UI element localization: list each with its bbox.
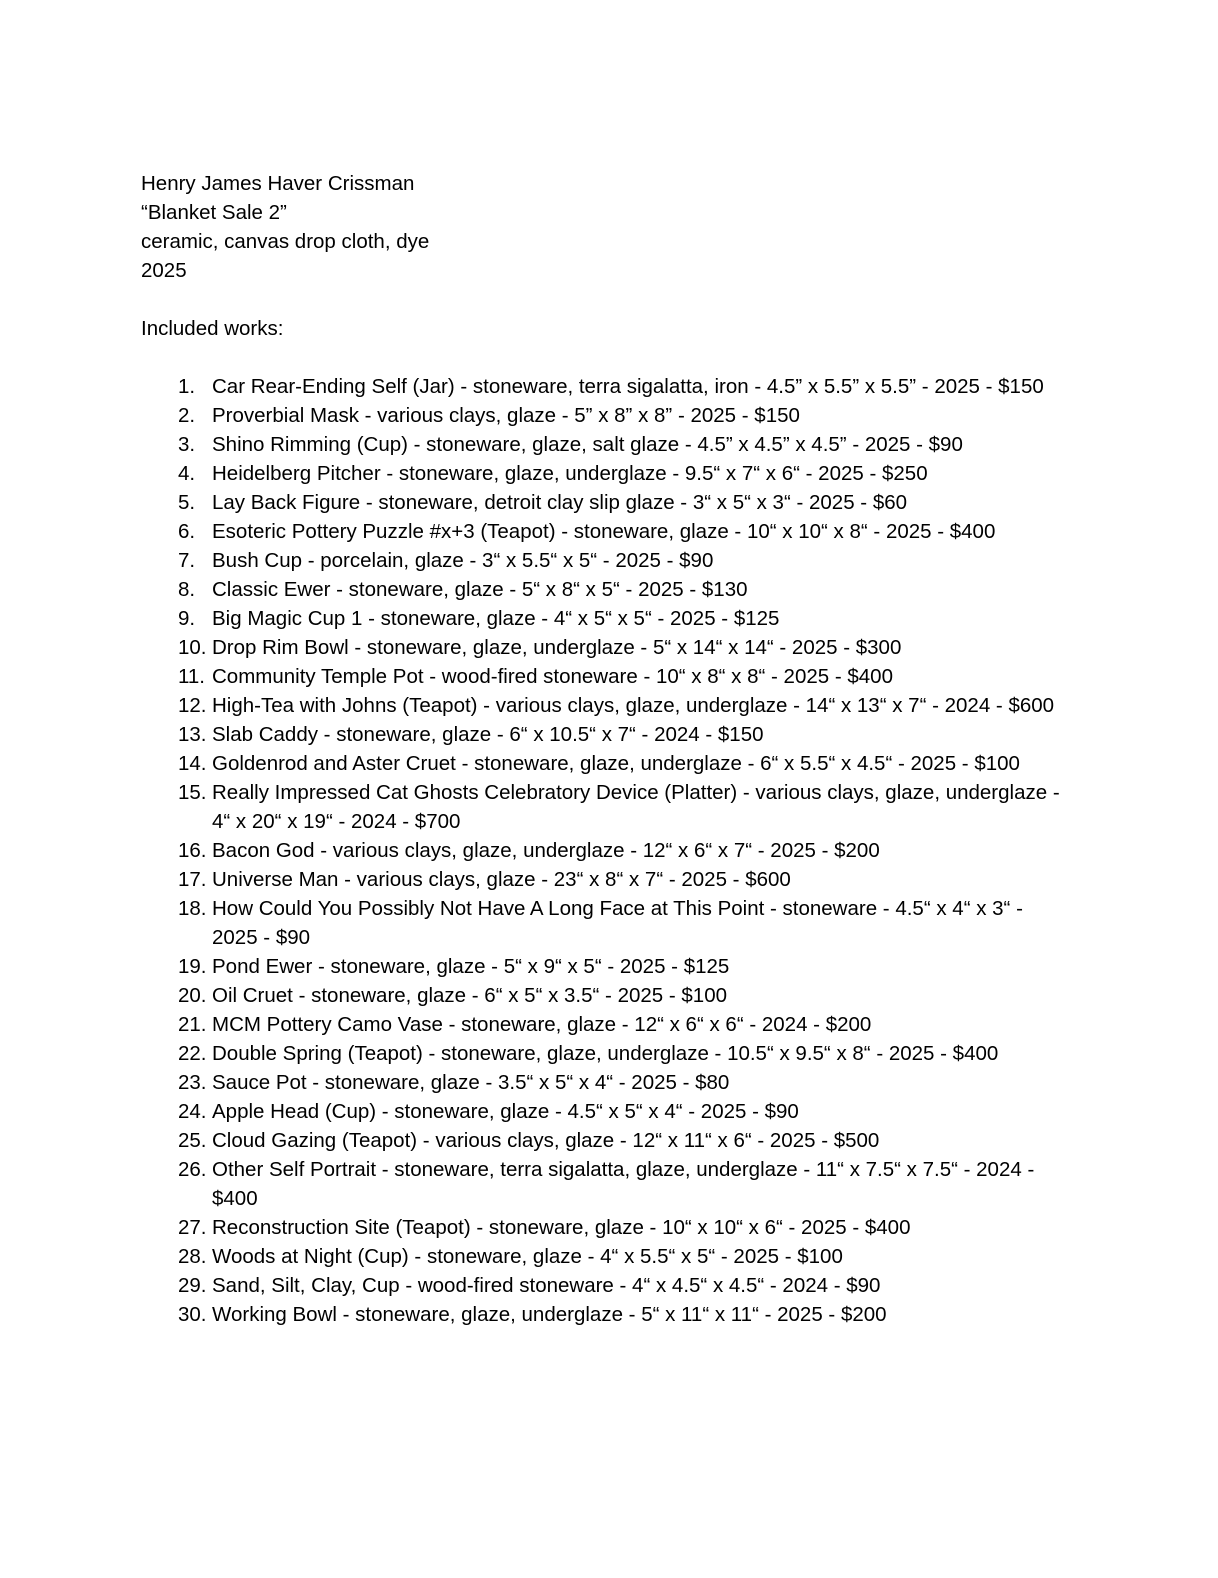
list-item-number — [141, 430, 212, 459]
list-item-number-text: 16. — [178, 839, 207, 862]
list-item-text: Oil Cruet - stoneware, glaze - 6“ x 5“ x 3.5“ - 2025 - $100 — [212, 984, 728, 1007]
list-item-text: Big Magic Cup 1 - stoneware, glaze - 4“ x 5“ x 5“ - 2025 - $125 — [212, 607, 780, 630]
works-list — [141, 372, 1071, 1329]
list-item — [141, 1300, 1071, 1329]
list-item-text: Slab Caddy - stoneware, glaze - 6“ x 10.5“ x 7“ - 2024 - $150 — [212, 723, 764, 746]
list-item — [141, 401, 1071, 430]
list-item-number — [141, 749, 212, 778]
list-item-number — [141, 1126, 212, 1155]
list-item — [141, 662, 1071, 691]
list-item-number — [141, 1213, 212, 1242]
list-item — [141, 1242, 1071, 1271]
list-item — [141, 1213, 1071, 1242]
list-item-number-text: 1. — [178, 375, 196, 398]
list-item-number — [141, 459, 212, 488]
list-item-text: Universe Man - various clays, glaze - 23“ x 8“ x 7“ - 2025 - $600 — [212, 868, 791, 891]
list-item-number-text: 8. — [178, 578, 196, 601]
list-item-number-text: 2. — [178, 404, 196, 427]
list-item — [141, 1155, 1071, 1213]
list-item-number — [141, 720, 212, 749]
list-item-number-text: 3. — [178, 433, 196, 456]
list-item-number — [141, 1300, 212, 1329]
list-item-number — [141, 836, 212, 865]
list-item-number-text: 17. — [178, 868, 207, 891]
list-item-number-text: 12. — [178, 694, 207, 717]
list-item — [141, 546, 1071, 575]
list-item-number — [141, 1010, 212, 1039]
list-item-text: Drop Rim Bowl - stoneware, glaze, underglaze - 5“ x 14“ x 14“ - 2025 - $300 — [212, 636, 902, 659]
list-item — [141, 1010, 1071, 1039]
list-item-number — [141, 778, 212, 807]
list-item — [141, 1126, 1071, 1155]
list-item-number-text: 7. — [178, 549, 196, 572]
list-item-number-text: 13. — [178, 723, 207, 746]
list-item-number-text: 14. — [178, 752, 207, 775]
list-item-number — [141, 691, 212, 720]
list-item-number-text: 23. — [178, 1071, 207, 1094]
work-materials: ceramic, canvas drop cloth, dye — [141, 230, 430, 253]
list-item-text: Proverbial Mask - various clays, glaze - 5” x 8” x 8” - 2025 - $150 — [212, 404, 800, 427]
list-item — [141, 720, 1071, 749]
list-item-number-text: 25. — [178, 1129, 207, 1152]
list-item — [141, 1068, 1071, 1097]
list-item-number-text: 20. — [178, 984, 207, 1007]
list-item-number-text: 11. — [178, 665, 205, 688]
list-item-number — [141, 575, 212, 604]
list-item — [141, 517, 1071, 546]
list-item-number — [141, 633, 212, 662]
list-item-number-text: 24. — [178, 1100, 207, 1123]
list-item-text: Bush Cup - porcelain, glaze - 3“ x 5.5“ x 5“ - 2025 - $90 — [212, 549, 714, 572]
list-item-number — [141, 662, 212, 691]
list-item-text: Community Temple Pot - wood-fired stoneware - 10“ x 8“ x 8“ - 2025 - $400 — [212, 665, 893, 688]
list-item-text: Bacon God - various clays, glaze, underglaze - 12“ x 6“ x 7“ - 2025 - $200 — [212, 839, 880, 862]
list-item-text: Lay Back Figure - stoneware, detroit clay slip glaze - 3“ x 5“ x 3“ - 2025 - $60 — [212, 491, 908, 514]
list-item-number — [141, 952, 212, 981]
list-item — [141, 459, 1071, 488]
included-works-heading: Included works: — [141, 317, 284, 340]
list-item-number-text: 4. — [178, 462, 196, 485]
list-item-number — [141, 1039, 212, 1068]
list-item-text: How Could You Possibly Not Have A Long Face at This Point - stoneware - 4.5“ x 4“ x 3“ - 2025 - $90 — [212, 897, 1023, 949]
work-year: 2025 — [141, 259, 187, 282]
list-item-number — [141, 517, 212, 546]
list-item-text: Shino Rimming (Cup) - stoneware, glaze, salt glaze - 4.5” x 4.5” x 4.5” - 2025 - $90 — [212, 433, 963, 456]
list-item-number — [141, 1242, 212, 1271]
list-item — [141, 430, 1071, 459]
list-item-text: Really Impressed Cat Ghosts Celebratory Device (Platter) - various clays, glaze, underglaze - 4“ x 20“ x 19“ - 2024 - $700 — [212, 781, 1060, 833]
list-item-text: Other Self Portrait - stoneware, terra sigalatta, glaze, underglaze - 11“ x 7.5“ x 7.5“ - 2024 - $400 — [212, 1158, 1035, 1210]
list-item — [141, 952, 1071, 981]
list-item-text: Woods at Night (Cup) - stoneware, glaze - 4“ x 5.5“ x 5“ - 2025 - $100 — [212, 1245, 843, 1268]
list-item-number-text: 19. — [178, 955, 207, 978]
list-item-number-text: 10. — [178, 636, 207, 659]
list-item-number-text: 28. — [178, 1245, 207, 1268]
list-item-number-text: 29. — [178, 1274, 207, 1297]
list-item-number — [141, 1271, 212, 1300]
list-item-number — [141, 604, 212, 633]
list-item — [141, 1039, 1071, 1068]
list-item — [141, 894, 1071, 952]
list-item-text: Goldenrod and Aster Cruet - stoneware, glaze, underglaze - 6“ x 5.5“ x 4.5“ - 2025 - $100 — [212, 752, 1020, 775]
list-item-text: Esoteric Pottery Puzzle #x+3 (Teapot) - stoneware, glaze - 10“ x 10“ x 8“ - 2025 - $400 — [212, 520, 996, 543]
list-item — [141, 604, 1071, 633]
list-item — [141, 865, 1071, 894]
list-item-text: Apple Head (Cup) - stoneware, glaze - 4.5“ x 5“ x 4“ - 2025 - $90 — [212, 1100, 799, 1123]
artist-name: Henry James Haver Crissman — [141, 172, 415, 195]
list-item-number — [141, 488, 212, 517]
list-item-number — [141, 546, 212, 575]
list-item — [141, 1271, 1071, 1300]
list-item — [141, 1097, 1071, 1126]
list-item-text: MCM Pottery Camo Vase - stoneware, glaze - 12“ x 6“ x 6“ - 2024 - $200 — [212, 1013, 872, 1036]
list-item-text: Classic Ewer - stoneware, glaze - 5“ x 8“ x 5“ - 2025 - $130 — [212, 578, 748, 601]
list-item — [141, 691, 1071, 720]
list-item-number-text: 21. — [178, 1013, 207, 1036]
list-item-number-text: 22. — [178, 1042, 207, 1065]
list-item — [141, 575, 1071, 604]
list-item-number-text: 18. — [178, 897, 207, 920]
list-item-number-text: 15. — [178, 781, 207, 804]
list-item-text: Car Rear-Ending Self (Jar) - stoneware, terra sigalatta, iron - 4.5” x 5.5” x 5.5” - 2025 - $150 — [212, 375, 1044, 398]
list-item-number-text: 9. — [178, 607, 196, 630]
document-page — [141, 169, 1071, 1329]
list-item-text: Working Bowl - stoneware, glaze, underglaze - 5“ x 11“ x 11“ - 2025 - $200 — [212, 1303, 887, 1326]
list-item-number-text: 26. — [178, 1158, 207, 1181]
list-item — [141, 488, 1071, 517]
list-item-number — [141, 372, 212, 401]
list-item-number — [141, 1068, 212, 1097]
list-item-number-text: 27. — [178, 1216, 207, 1239]
list-item — [141, 836, 1071, 865]
list-item-number — [141, 865, 212, 894]
list-item-text: Pond Ewer - stoneware, glaze - 5“ x 9“ x 5“ - 2025 - $125 — [212, 955, 730, 978]
list-item — [141, 778, 1071, 836]
work-title: “Blanket Sale 2” — [141, 201, 287, 224]
list-item — [141, 981, 1071, 1010]
list-item — [141, 372, 1071, 401]
list-item-number — [141, 401, 212, 430]
list-item-number — [141, 1097, 212, 1126]
list-item-number-text: 30. — [178, 1303, 207, 1326]
list-item-number — [141, 981, 212, 1010]
list-item-text: Sauce Pot - stoneware, glaze - 3.5“ x 5“ x 4“ - 2025 - $80 — [212, 1071, 730, 1094]
list-item-number-text: 6. — [178, 520, 196, 543]
list-item-text: Reconstruction Site (Teapot) - stoneware, glaze - 10“ x 10“ x 6“ - 2025 - $400 — [212, 1216, 911, 1239]
list-item-number-text: 5. — [178, 491, 196, 514]
list-item-text: Sand, Silt, Clay, Cup - wood-fired stoneware - 4“ x 4.5“ x 4.5“ - 2024 - $90 — [212, 1274, 881, 1297]
list-item-text: Heidelberg Pitcher - stoneware, glaze, underglaze - 9.5“ x 7“ x 6“ - 2025 - $250 — [212, 462, 928, 485]
list-item-number — [141, 1155, 212, 1184]
list-item-number — [141, 894, 212, 923]
list-item-text: Cloud Gazing (Teapot) - various clays, glaze - 12“ x 11“ x 6“ - 2025 - $500 — [212, 1129, 880, 1152]
list-item-text: Double Spring (Teapot) - stoneware, glaze, underglaze - 10.5“ x 9.5“ x 8“ - 2025 - $400 — [212, 1042, 999, 1065]
list-item — [141, 749, 1071, 778]
list-item-text: High-Tea with Johns (Teapot) - various clays, glaze, underglaze - 14“ x 13“ x 7“ - 2024 - $600 — [212, 694, 1055, 717]
list-item — [141, 633, 1071, 662]
